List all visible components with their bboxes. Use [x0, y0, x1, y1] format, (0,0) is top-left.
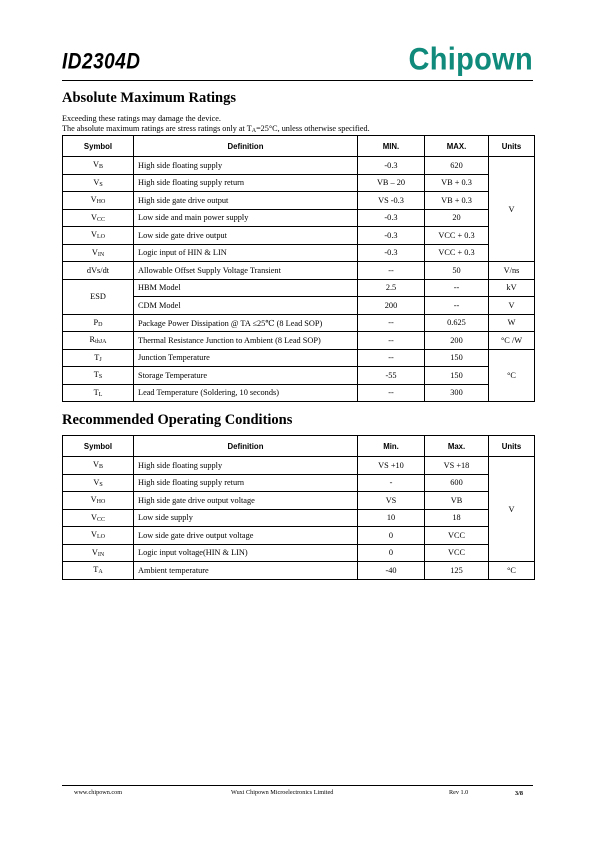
- definition-cell: Low side gate drive output: [134, 227, 358, 245]
- table-header-row: [63, 436, 535, 457]
- max-cell: VB + 0.3: [425, 174, 489, 192]
- table-row: [63, 174, 535, 192]
- units-cell: W: [489, 314, 535, 332]
- min-cell: VS -0.3: [358, 192, 425, 210]
- units-cell: °C: [489, 349, 535, 402]
- col-symbol: Symbol: [63, 136, 134, 157]
- definition-cell: Package Power Dissipation @ TA ≤25℃ (8 Lead SOP): [134, 314, 358, 332]
- footer-company: Wuxi Chipown Microelectronics Limited: [231, 789, 334, 796]
- table-row: [63, 262, 535, 280]
- definition-cell: Low side and main power supply: [134, 209, 358, 227]
- symbol-cell: $T_A$: [63, 562, 134, 580]
- definition-cell: Storage Temperature: [134, 367, 358, 385]
- min-cell: 0: [358, 544, 425, 562]
- max-cell: VCC: [425, 544, 489, 562]
- symbol-cell: $V_S$: [63, 174, 134, 192]
- table-row: [63, 279, 535, 297]
- table-row: [63, 544, 535, 562]
- definition-cell: Allowable Offset Supply Voltage Transient: [134, 262, 358, 280]
- max-cell: VCC + 0.3: [425, 244, 489, 262]
- symbol-cell: $V_B$: [63, 157, 134, 175]
- col-max: Max.: [425, 436, 489, 457]
- max-cell: 150: [425, 367, 489, 385]
- table-row: [63, 227, 535, 245]
- units-cell: V: [489, 297, 535, 315]
- table-row: [63, 314, 535, 332]
- definition-cell: Logic input of HIN & LIN: [134, 244, 358, 262]
- max-cell: --: [425, 279, 489, 297]
- definition-cell: Low side supply: [134, 509, 358, 527]
- col-definition: Definition: [134, 436, 358, 457]
- min-cell: 200: [358, 297, 425, 315]
- table-row: [63, 457, 535, 475]
- definition-cell: HBM Model: [134, 279, 358, 297]
- table-row: [63, 244, 535, 262]
- footer-divider: [62, 785, 533, 786]
- symbol-cell: $V_{HO}$: [63, 492, 134, 510]
- part-number: ID2304D: [62, 50, 141, 75]
- min-cell: -: [358, 474, 425, 492]
- max-cell: 0.625: [425, 314, 489, 332]
- definition-cell: Logic input voltage(HIN & LIN): [134, 544, 358, 562]
- symbol-cell: $V_{LO}$: [63, 227, 134, 245]
- table-row: [63, 527, 535, 545]
- amr-title: Absolute Maximum Ratings: [62, 90, 237, 106]
- min-cell: -0.3: [358, 157, 425, 175]
- units-cell: V: [489, 157, 535, 262]
- min-cell: -0.3: [358, 209, 425, 227]
- symbol-cell: $V_{HO}$: [63, 192, 134, 210]
- min-cell: --: [358, 332, 425, 350]
- symbol-cell: $T_S$: [63, 367, 134, 385]
- footer-revision: Rev 1.0: [449, 789, 469, 796]
- symbol-cell: $V_{IN}$: [63, 244, 134, 262]
- max-cell: 300: [425, 384, 489, 402]
- definition-cell: Lead Temperature (Soldering, 10 seconds): [134, 384, 358, 402]
- footer-page-number: 3/8: [515, 790, 523, 797]
- table-row: [63, 209, 535, 227]
- table-row: [63, 297, 535, 315]
- symbol-cell: $V_S$: [63, 474, 134, 492]
- header-divider: [62, 80, 533, 81]
- col-symbol: Symbol: [63, 436, 134, 457]
- min-cell: -55: [358, 367, 425, 385]
- max-cell: 200: [425, 332, 489, 350]
- table-row: [63, 192, 535, 210]
- table-row: [63, 384, 535, 402]
- definition-cell: High side gate drive output voltage: [134, 492, 358, 510]
- symbol-cell: $V_{CC}$: [63, 209, 134, 227]
- units-cell: V/ns: [489, 262, 535, 280]
- min-cell: 0: [358, 527, 425, 545]
- max-cell: VCC + 0.3: [425, 227, 489, 245]
- table-header-row: [63, 136, 535, 157]
- definition-cell: High side floating supply: [134, 157, 358, 175]
- max-cell: 150: [425, 349, 489, 367]
- symbol-cell: $V_{IN}$: [63, 544, 134, 562]
- min-cell: --: [358, 314, 425, 332]
- symbol-cell: $T_L$: [63, 384, 134, 402]
- min-cell: --: [358, 349, 425, 367]
- col-definition: Definition: [134, 136, 358, 157]
- chipown-logo: Chipown: [408, 42, 533, 78]
- table-row: [63, 474, 535, 492]
- definition-cell: High side gate drive output: [134, 192, 358, 210]
- col-max: MAX.: [425, 136, 489, 157]
- min-cell: --: [358, 262, 425, 280]
- footer-website: www.chipown.com: [74, 789, 123, 796]
- col-min: Min.: [358, 436, 425, 457]
- definition-cell: Ambient temperature: [134, 562, 358, 580]
- col-units: Units: [489, 136, 535, 157]
- table-row: [63, 349, 535, 367]
- symbol-cell: ESD: [63, 279, 134, 314]
- max-cell: VCC: [425, 527, 489, 545]
- max-cell: VB + 0.3: [425, 192, 489, 210]
- min-cell: -0.3: [358, 227, 425, 245]
- symbol-cell: $V_{LO}$: [63, 527, 134, 545]
- min-cell: VB – 20: [358, 174, 425, 192]
- max-cell: VB: [425, 492, 489, 510]
- min-cell: 10: [358, 509, 425, 527]
- units-cell: kV: [489, 279, 535, 297]
- recommended-operating-conditions-table: [62, 435, 535, 580]
- min-cell: -0.3: [358, 244, 425, 262]
- table-row: [63, 509, 535, 527]
- max-cell: --: [425, 297, 489, 315]
- symbol-cell: $V_B$: [63, 457, 134, 475]
- min-cell: --: [358, 384, 425, 402]
- max-cell: 620: [425, 157, 489, 175]
- absolute-maximum-ratings-table: [62, 135, 535, 402]
- max-cell: 125: [425, 562, 489, 580]
- max-cell: 50: [425, 262, 489, 280]
- roc-title: Recommended Operating Conditions: [62, 412, 293, 428]
- table-row: [63, 332, 535, 350]
- definition-cell: High side floating supply return: [134, 474, 358, 492]
- units-cell: °C: [489, 562, 535, 580]
- max-cell: 600: [425, 474, 489, 492]
- max-cell: 18: [425, 509, 489, 527]
- col-units: Units: [489, 436, 535, 457]
- amr-note-1: Exceeding these ratings may damage the device.: [62, 114, 221, 123]
- table-row: [63, 562, 535, 580]
- definition-cell: Thermal Resistance Junction to Ambient (8 Lead SOP): [134, 332, 358, 350]
- definition-cell: CDM Model: [134, 297, 358, 315]
- min-cell: VS: [358, 492, 425, 510]
- symbol-cell: $V_{CC}$: [63, 509, 134, 527]
- table-row: [63, 492, 535, 510]
- definition-cell: Low side gate drive output voltage: [134, 527, 358, 545]
- symbol-cell: $R_{thJA}$: [63, 332, 134, 350]
- symbol-cell: $T_J$: [63, 349, 134, 367]
- units-cell: V: [489, 457, 535, 562]
- table-row: [63, 157, 535, 175]
- page-header: [62, 38, 533, 82]
- definition-cell: High side floating supply: [134, 457, 358, 475]
- amr-note-2: The absolute maximum ratings are stress ratings only at $T_A=25^\circ C$, unless otherwise specified.: [62, 124, 370, 134]
- min-cell: -40: [358, 562, 425, 580]
- max-cell: 20: [425, 209, 489, 227]
- table-row: [63, 367, 535, 385]
- col-min: MIN.: [358, 136, 425, 157]
- symbol-cell: dVs/dt: [63, 262, 134, 280]
- symbol-cell: $P_D$: [63, 314, 134, 332]
- definition-cell: Junction Temperature: [134, 349, 358, 367]
- min-cell: 2.5: [358, 279, 425, 297]
- definition-cell: High side floating supply return: [134, 174, 358, 192]
- min-cell: VS +10: [358, 457, 425, 475]
- units-cell: °C /W: [489, 332, 535, 350]
- max-cell: VS +18: [425, 457, 489, 475]
